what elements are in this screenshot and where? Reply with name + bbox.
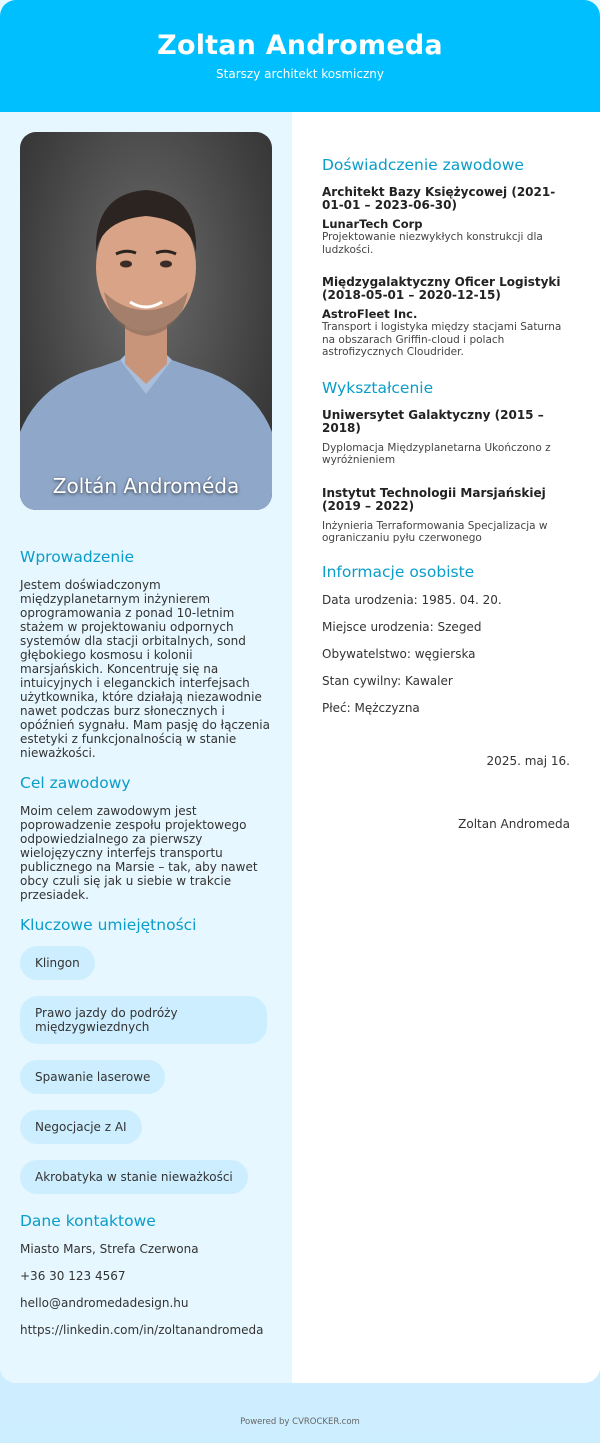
contact-heading: Dane kontaktowe bbox=[20, 1212, 156, 1230]
skill-pill: Akrobatyka w stanie nieważkości bbox=[20, 1160, 248, 1194]
left-column bbox=[0, 112, 292, 1383]
footer-credit[interactable]: Powered by CVROCKER.com bbox=[240, 1417, 360, 1427]
education-entry bbox=[322, 409, 570, 467]
contact-phone[interactable]: +36 30 123 4567 bbox=[20, 1269, 126, 1283]
education-title: Instytut Technologii Marsjańskiej (2019 – 2022) bbox=[322, 485, 546, 513]
candidate-name: Zoltan Andromeda bbox=[157, 30, 443, 61]
photo-caption: Zoltán Androméda bbox=[52, 474, 240, 498]
education-title: Uniwersytet Galaktyczny (2015 – 2018) bbox=[322, 407, 544, 435]
contact-email[interactable]: hello@andromedadesign.hu bbox=[20, 1296, 189, 1310]
skill-pill: Spawanie laserowe bbox=[20, 1060, 165, 1094]
education-description: Dyplomacja Międzyplanetarna Ukończono z wyróżnieniem bbox=[322, 441, 551, 466]
goal-text: Moim celem zawodowym jest poprowadzenie zespołu projektowego odpowiedzialnego za pierwszy wielojęzyczny interfejs transportu publicznego na Marsie – tak, aby nawet obcy czuli się jak u siebie w trakcie przesiadek. bbox=[20, 804, 258, 902]
education-heading: Wykształcenie bbox=[322, 378, 434, 397]
experience-heading: Doświadczenie zawodowe bbox=[322, 156, 524, 174]
job-description: Projektowanie niezwykłych konstrukcji dla ludzkości. bbox=[322, 231, 543, 256]
goal-heading: Cel zawodowy bbox=[20, 774, 131, 792]
skill-pill: Klingon bbox=[20, 946, 95, 980]
intro-heading: Wprowadzenie bbox=[20, 548, 135, 566]
education-entry bbox=[322, 487, 570, 545]
signature-date: 2025. maj 16. bbox=[486, 753, 570, 768]
right-column bbox=[292, 112, 600, 1383]
intro-text: Jestem doświadczonym międzyplanetarnym inżynierem oprogramowania z ponad 10-letnim stażem w projektowaniu odpornych systemów dla stacji orbitalnych, sond głębokiego kosmosu i kolonii marsjańskich. Koncentruję się na intuicyjnych i eleganckich interfejsach użytkownika, które działają niezawodnie nawet podczas burz słonecznych i opóźnień sygnału. Mam pasję do łączenia estetyki z funkcjonalnością w stanie nieważkości. bbox=[20, 578, 270, 760]
skills-heading: Kluczowe umiejętności bbox=[20, 916, 197, 934]
job-entry bbox=[322, 186, 570, 256]
education-description: Inżynieria Terraformowania Specjalizacja w ograniczaniu pyłu czerwonego bbox=[322, 519, 548, 544]
portrait-illustration bbox=[20, 132, 272, 510]
profile-photo bbox=[20, 132, 272, 510]
birth-date: Data urodzenia: 1985. 04. 20. bbox=[322, 592, 502, 607]
skill-pill: Negocjacje z AI bbox=[20, 1110, 142, 1144]
job-title: Architekt Bazy Księżycowej (2021-01-01 – 2023-06-30) bbox=[322, 185, 556, 212]
marital-status: Stan cywilny: Kawaler bbox=[322, 673, 453, 688]
contact-address: Miasto Mars, Strefa Czerwona bbox=[20, 1242, 199, 1256]
skill-pill: Prawo jazdy do podróży międzygwiezdnych bbox=[20, 996, 267, 1044]
citizenship: Obywatelstwo: węgierska bbox=[322, 646, 476, 661]
job-description: Transport i logistyka między stacjami Saturna na obszarach Griffin-cloud i polach astrofizycznych Cloudrider. bbox=[322, 321, 562, 358]
signature-line: ___________________________ bbox=[408, 802, 570, 815]
personal-heading: Informacje osobiste bbox=[322, 562, 475, 581]
job-company: LunarTech Corp bbox=[322, 217, 423, 231]
job-entry bbox=[322, 276, 570, 359]
job-title: Międzygalaktyczny Oficer Logistyki (2018-05-01 – 2020-12-15) bbox=[322, 275, 561, 302]
contact-linkedin[interactable]: https://linkedin.com/in/zoltanandromeda bbox=[20, 1323, 264, 1337]
header bbox=[0, 0, 600, 112]
job-company: AstroFleet Inc. bbox=[322, 307, 418, 321]
candidate-title: Starszy architekt kosmiczny bbox=[216, 67, 384, 81]
birth-place: Miejsce urodzenia: Szeged bbox=[322, 619, 482, 634]
signature-name: Zoltan Andromeda bbox=[458, 816, 570, 831]
gender: Płeć: Mężczyzna bbox=[322, 700, 420, 715]
